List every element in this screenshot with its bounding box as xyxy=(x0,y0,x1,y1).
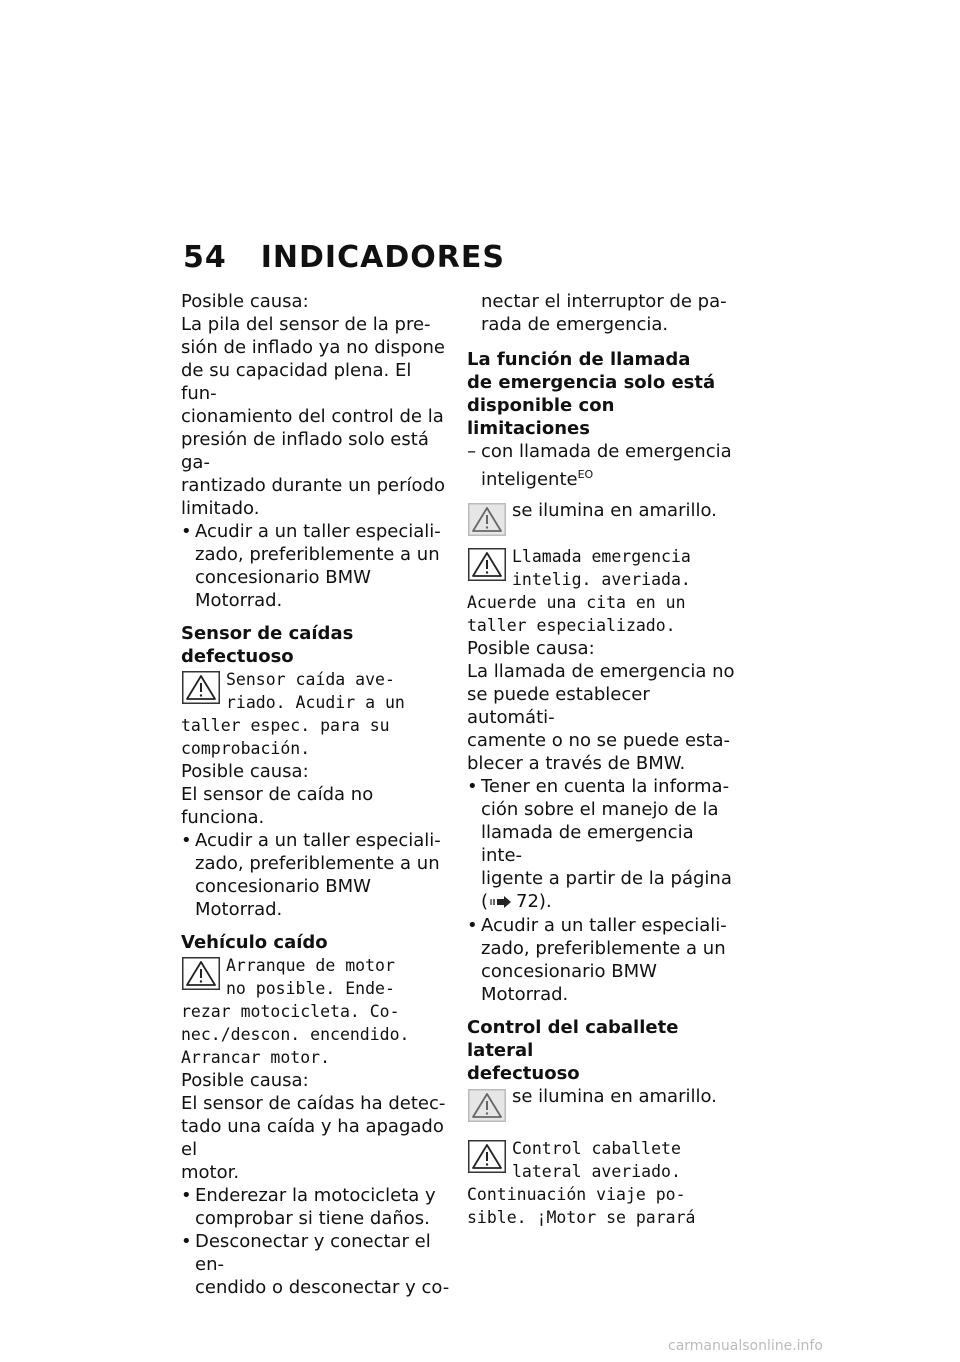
display-message-line: riado. Acudir a un xyxy=(226,693,405,712)
cause-line: tado una caída y ha apagado el xyxy=(181,1116,444,1160)
section-heading-llamada xyxy=(467,348,737,440)
display-message-line: Arrancar motor. xyxy=(181,1048,331,1067)
cause-line: camente o no se puede esta- xyxy=(467,730,731,751)
bullet-line: cendido o desconectar y co- xyxy=(195,1277,450,1298)
dash-line: inteligente xyxy=(481,469,578,490)
bullet-line: zado, preferiblemente a un xyxy=(481,937,726,959)
cause-label: Posible causa: xyxy=(181,1070,309,1091)
bullet-line: concesionario BMW Motorrad. xyxy=(481,960,657,1005)
cause-label: Posible causa: xyxy=(181,761,309,782)
bullet-line: llamada de emergencia inte- xyxy=(481,822,694,866)
indicator-yellow-2 xyxy=(467,1085,737,1137)
cause-line: rantizado durante un período xyxy=(181,475,445,496)
display-message-line: Arranque de motor xyxy=(226,956,395,975)
left-column xyxy=(181,290,451,1299)
bullet-line: • Acudir a un taller especiali- xyxy=(195,521,441,542)
page-header xyxy=(183,240,505,275)
page-reference[interactable]: ( 72). xyxy=(481,891,552,912)
cause-line: cionamiento del control de la xyxy=(181,406,444,427)
bullet-line: • Acudir a un taller especiali- xyxy=(195,830,441,851)
warning-triangle-icon xyxy=(468,1089,506,1122)
indicator-text: se ilumina en amarillo. xyxy=(512,1085,717,1107)
display-message-line: sible. ¡Motor se parará xyxy=(467,1207,696,1227)
cause-line: blecer a través de BMW. xyxy=(467,753,686,774)
cause-label: Posible causa: xyxy=(467,638,595,659)
bullet-line: zado, preferiblemente a un xyxy=(195,544,440,565)
warning-triangle-icon xyxy=(468,548,506,581)
bullet-continuation: rada de emergencia. xyxy=(481,314,669,335)
dash-line: – con llamada de emergencia xyxy=(481,441,732,462)
page-reference-number: 72). xyxy=(516,891,552,912)
bullet-line: • Acudir a un taller especiali- xyxy=(481,914,727,936)
cause-line: La llamada de emergencia no xyxy=(467,661,735,682)
right-column xyxy=(467,290,737,1229)
cause-line: sión de inflado ya no dispone xyxy=(181,337,445,358)
bullet-item xyxy=(467,914,737,1006)
cause-label: Posible causa: xyxy=(181,291,309,312)
heading-line: La función de llamada xyxy=(467,349,691,370)
cause-line: La pila del sensor de la pre- xyxy=(181,314,431,335)
warning-message-llamada xyxy=(467,545,737,637)
warning-message-caballete xyxy=(467,1137,737,1229)
warning-message-sensor xyxy=(181,668,451,760)
heading-line: de emergencia solo está xyxy=(467,372,716,393)
heading-line: disponible con limitaciones xyxy=(467,395,615,439)
warning-triangle-icon xyxy=(468,1140,506,1173)
chapter-title: INDICADORES xyxy=(260,240,505,275)
bullet-item xyxy=(181,520,451,612)
section-heading-sensor: Sensor de caídas defectuoso xyxy=(181,623,354,667)
cause-line: limitado. xyxy=(181,498,260,519)
bullet-line: ligente a partir de la página xyxy=(481,868,732,889)
section-heading-caballete xyxy=(467,1016,737,1085)
warning-message-vehiculo xyxy=(181,954,451,1069)
cause-line: El sensor de caída no funciona. xyxy=(181,784,374,828)
heading-line: defectuoso xyxy=(467,1062,580,1084)
bullet-line: zado, preferiblemente a un xyxy=(195,853,440,874)
bullet-line: • Enderezar la motocicleta y xyxy=(195,1185,436,1206)
display-message-line: lateral averiado. xyxy=(512,1161,681,1181)
display-message-line: nec./descon. encendido. xyxy=(181,1025,410,1044)
display-message-line: Continuación viaje po- xyxy=(467,1184,686,1204)
bullet-item xyxy=(181,829,451,921)
cause-line: El sensor de caídas ha detec- xyxy=(181,1093,446,1114)
bullet-continuation: nectar el interruptor de pa- xyxy=(481,291,727,312)
bullet-line: ción sobre el manejo de la xyxy=(481,799,719,820)
display-message-line: intelig. averiada. xyxy=(512,570,691,589)
bullet-item xyxy=(181,1184,451,1230)
cause-line: se puede establecer automáti- xyxy=(467,684,650,728)
cause-line: motor. xyxy=(181,1162,240,1183)
indicator-text: se ilumina en amarillo. xyxy=(512,500,717,521)
display-message-line: rezar motocicleta. Co- xyxy=(181,1002,400,1021)
watermark: carmanualsonline.info xyxy=(668,1338,823,1354)
bullet-item xyxy=(467,775,737,914)
display-message-line: Llamada emergencia xyxy=(512,547,691,566)
cause-line: de su capacidad plena. El fun- xyxy=(181,360,412,404)
display-message-line: comprobación. xyxy=(181,739,311,758)
option-superscript: EO xyxy=(577,468,594,481)
display-message-line: Control caballete xyxy=(512,1138,681,1158)
arrow-right-icon xyxy=(490,891,512,914)
warning-triangle-icon xyxy=(468,503,506,536)
display-message-line: taller especializado. xyxy=(467,616,676,635)
bullet-line: concesionario BMW Motorrad. xyxy=(195,876,371,920)
display-message-line: Sensor caída ave- xyxy=(226,670,395,689)
bullet-item xyxy=(181,1230,451,1299)
indicator-yellow-1 xyxy=(467,499,737,545)
warning-triangle-icon xyxy=(182,671,220,704)
display-message-line: no posible. Ende- xyxy=(226,979,395,998)
warning-triangle-icon xyxy=(182,957,220,990)
cause-line: presión de inflado solo está ga- xyxy=(181,429,429,473)
bullet-line: • Desconectar y conectar el en- xyxy=(195,1231,431,1275)
display-message-line: taller espec. para su xyxy=(181,716,390,735)
display-message-line: Acuerde una cita en un xyxy=(467,593,686,612)
bullet-line: • Tener en cuenta la informa- xyxy=(481,776,730,797)
page-number: 54 xyxy=(183,240,227,275)
section-heading-vehiculo: Vehículo caído xyxy=(181,932,328,953)
heading-line: Control del caballete lateral xyxy=(467,1016,679,1061)
dash-item xyxy=(467,440,737,491)
bullet-line: comprobar si tiene daños. xyxy=(195,1208,430,1229)
bullet-line: concesionario BMW Motorrad. xyxy=(195,567,371,611)
